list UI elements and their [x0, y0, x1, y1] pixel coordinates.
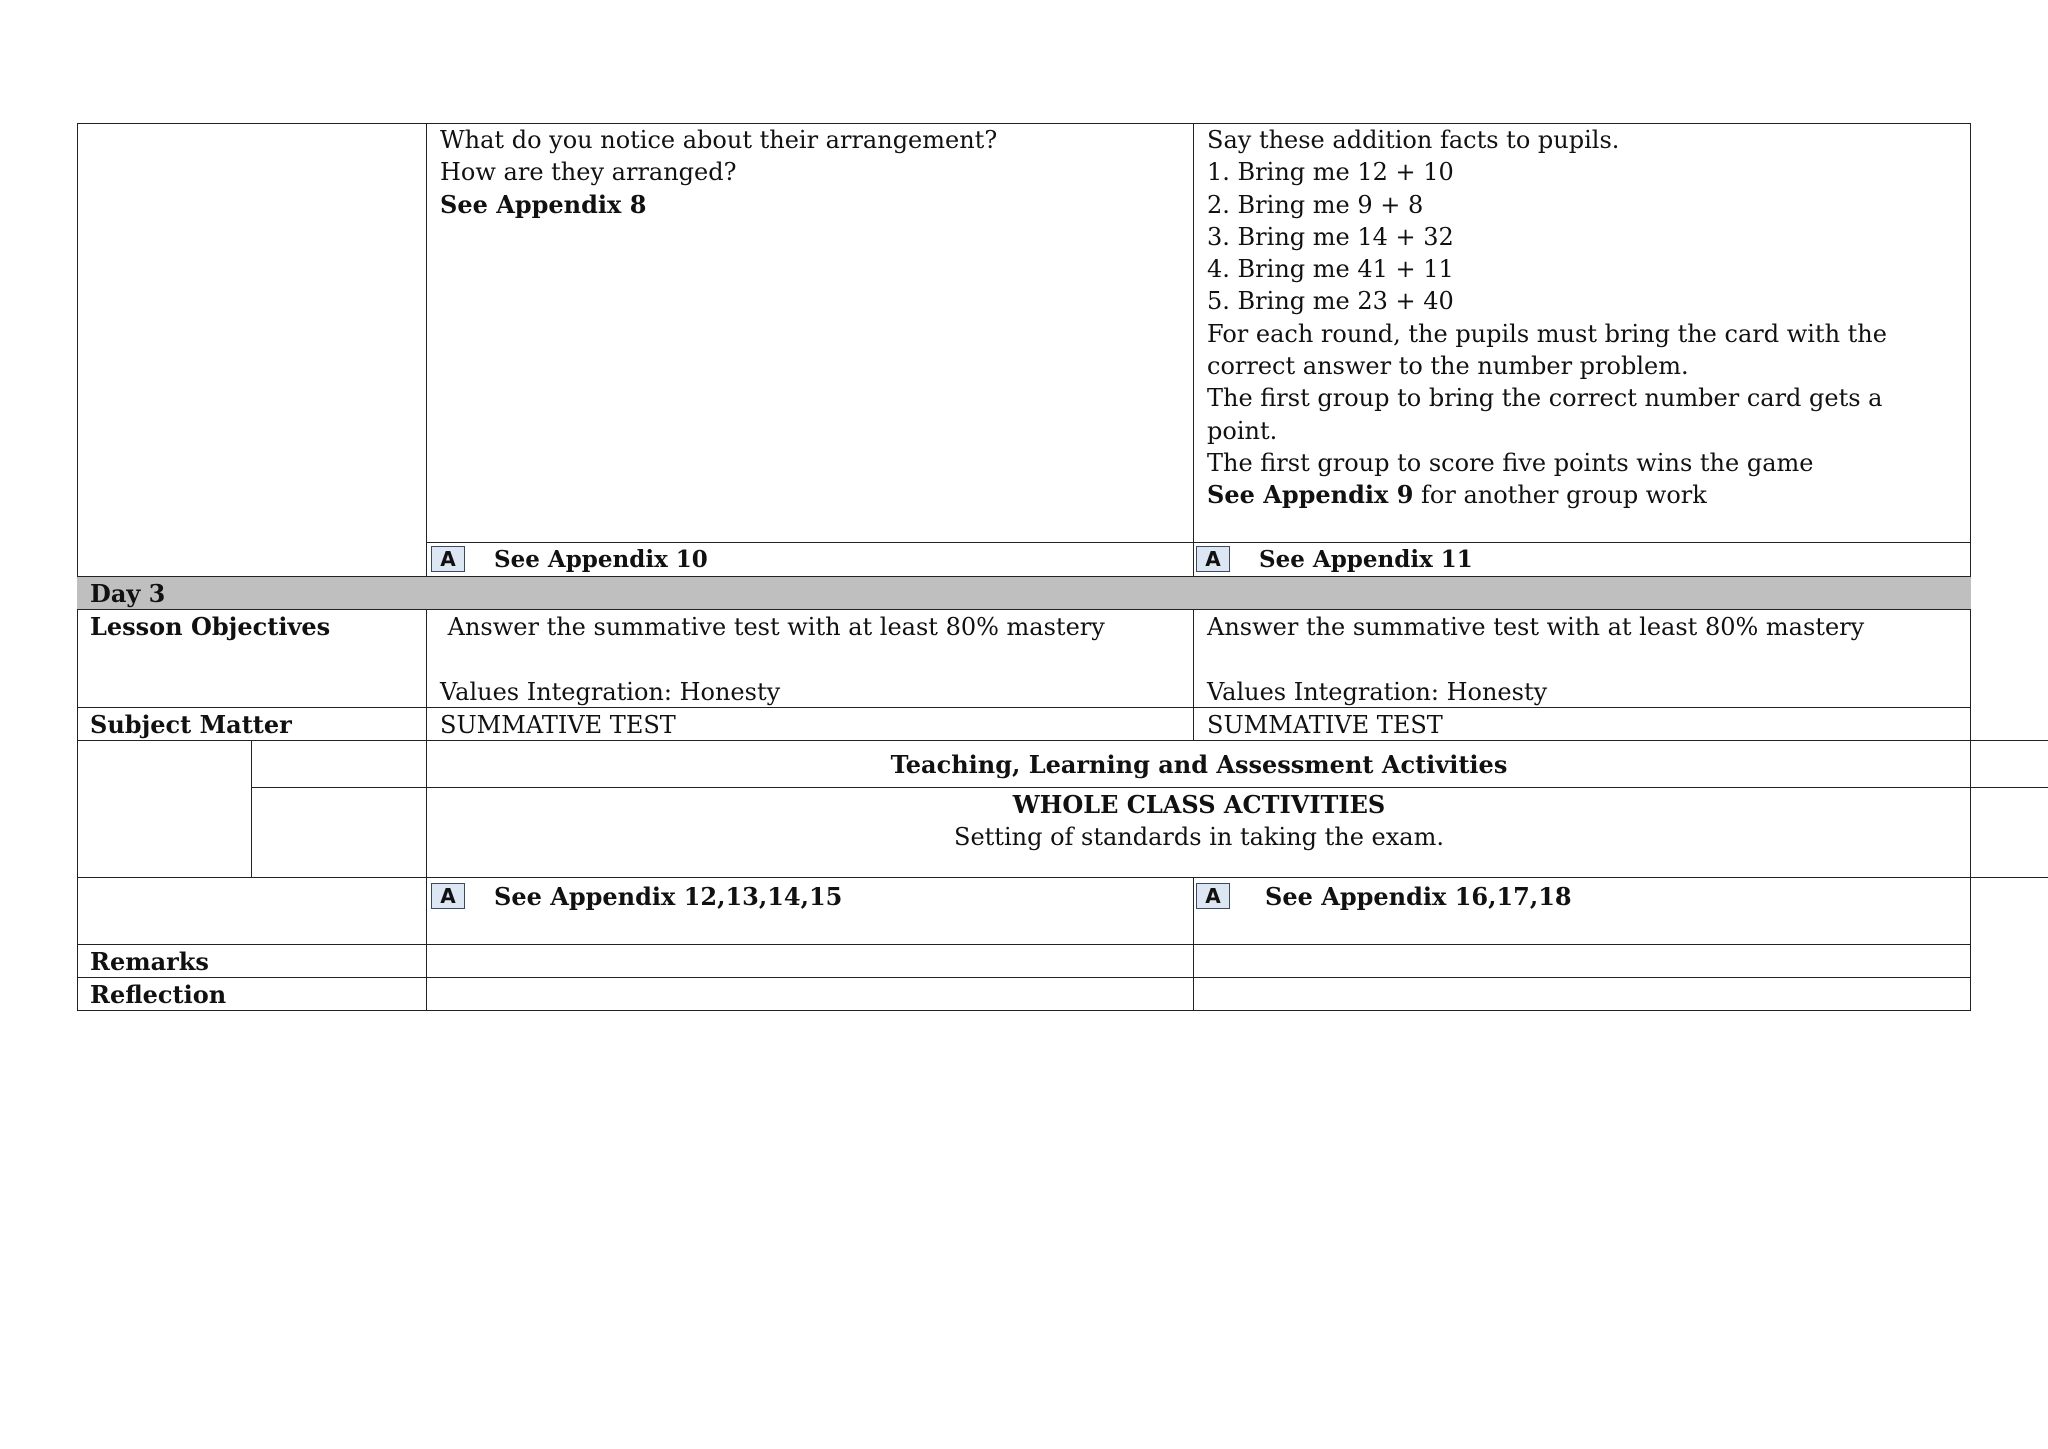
column-divider [426, 123, 427, 577]
column-divider [251, 740, 252, 877]
table-border-right [1970, 123, 1971, 577]
row1-col3-text [1207, 124, 1887, 512]
table-rule [77, 740, 2048, 741]
appendix-ref-col2: See Appendix 10 [494, 546, 708, 573]
lesson-objectives-col2-line1: Answer the summative test with at least 80% mastery [440, 613, 1105, 641]
column-divider [426, 609, 427, 1011]
row1-col3-line: 5. Bring me 23 + 40 [1207, 287, 1454, 316]
reflection-label: Reflection [90, 980, 227, 1009]
row1-col3-line: For each round, the pupils must bring the card with the [1207, 319, 1887, 348]
row1-col3-line: 4. Bring me 41 + 11 [1207, 255, 1454, 284]
table-rule [77, 877, 2048, 878]
table-rule [77, 944, 1971, 945]
appendix-ref-col3: See Appendix 11 [1259, 546, 1473, 573]
row1-col3-line: 3. Bring me 14 + 32 [1207, 222, 1454, 251]
table-rule [426, 542, 1971, 543]
lesson-objectives-col2-line2: Values Integration: Honesty [440, 678, 781, 706]
day-header-bar [77, 577, 1971, 609]
table-rule [77, 977, 1971, 978]
lesson-objectives-label: Lesson Objectives [90, 612, 331, 641]
row1-col2-text [440, 124, 997, 221]
row1-col3-line: The first group to bring the correct number card gets a [1207, 384, 1883, 413]
column-divider [1193, 877, 1194, 1011]
table-rule [77, 707, 1971, 708]
row1-col3-line: 2. Bring me 9 + 8 [1207, 190, 1424, 219]
whole-class-title: WHOLE CLASS ACTIVITIES [1012, 790, 1386, 819]
row1-col3-line: correct answer to the number problem. [1207, 352, 1689, 381]
table-rule [77, 609, 1971, 610]
lesson-objectives-col3-line2: Values Integration: Honesty [1207, 678, 1548, 706]
appendix-a-icon: A [431, 546, 465, 572]
row1-col3-line: Say these addition facts to pupils. [1207, 126, 1620, 154]
activities-header: Teaching, Learning and Assessment Activities [890, 750, 1508, 779]
appendix-ref-col3: See Appendix 16,17,18 [1265, 882, 1572, 911]
table-border-left [77, 609, 78, 1011]
lesson-objectives-col3-line1: Answer the summative test with at least 80% mastery [1207, 613, 1865, 641]
row1-col3-line: The first group to score five points wins the game [1207, 448, 1814, 477]
appendix-ref-col2: See Appendix 12,13,14,15 [494, 882, 843, 911]
whole-class-text: Setting of standards in taking the exam. [954, 823, 1444, 851]
remarks-label: Remarks [90, 947, 209, 976]
row1-col3-line: point. [1207, 416, 1278, 445]
column-divider [1193, 609, 1194, 741]
day-label: Day 3 [90, 579, 166, 608]
row1-col3-last-rest: for another group work [1413, 481, 1707, 510]
table-border-bottom [77, 1010, 1971, 1011]
subject-matter-label: Subject Matter [90, 710, 292, 739]
table-border-right [1970, 609, 1971, 1011]
table-border-left [77, 123, 78, 577]
table-rule [77, 576, 1971, 577]
row1-col2-line: What do you notice about their arrangement? [440, 126, 998, 154]
row1-col3-appendix-ref: See Appendix 9 [1207, 480, 1414, 510]
table-border-top [77, 123, 1971, 124]
subject-matter-col3: SUMMATIVE TEST [1207, 711, 1443, 739]
row1-col3-line: 1. Bring me 12 + 10 [1207, 158, 1454, 187]
table-rule [251, 787, 2048, 788]
row1-col2-appendix-ref: See Appendix 8 [440, 189, 647, 219]
appendix-a-icon: A [1196, 546, 1230, 572]
subject-matter-col2: SUMMATIVE TEST [440, 711, 676, 739]
row1-col3-last-line [1207, 479, 1887, 511]
row1-col2-line: How are they arranged? [440, 158, 737, 187]
appendix-a-icon: A [1196, 883, 1230, 909]
appendix-a-icon: A [431, 883, 465, 909]
column-divider [1193, 123, 1194, 577]
